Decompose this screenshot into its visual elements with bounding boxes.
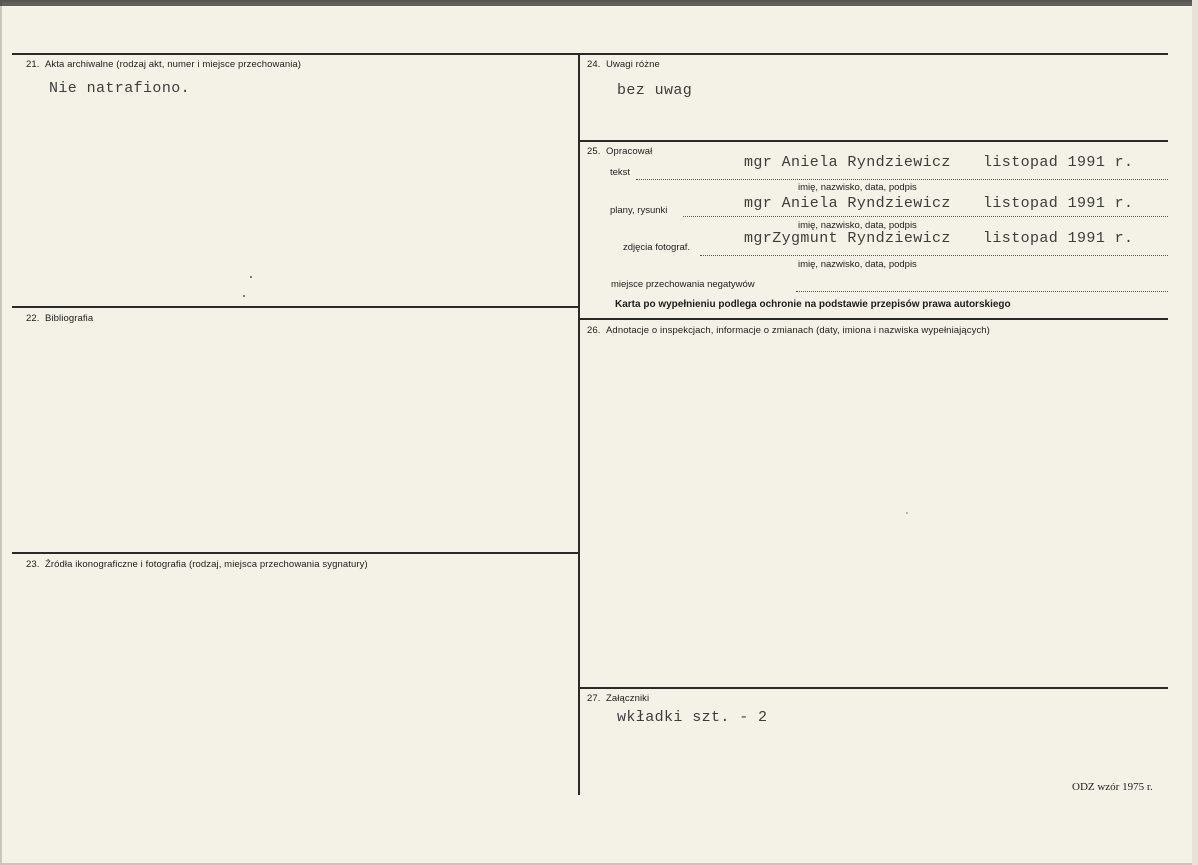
row-plans-caption: imię, nazwisko, data, podpis [798, 220, 917, 231]
divider-26-27 [580, 687, 1168, 689]
row-photo-date: listopad 1991 r. [983, 230, 1134, 247]
row-plans-date: listopad 1991 r. [983, 195, 1134, 212]
section-27-value: wkładki szt. - 2 [617, 709, 768, 726]
section-21-value: Nie natrafiono. [49, 80, 191, 97]
paper-speck [906, 512, 908, 514]
divider-21-22 [12, 306, 578, 308]
section-26-label: 26. Adnotacje o inspekcjach, informacje o zmianach (daty, imiona i nazwiska wypełniających) [587, 325, 990, 336]
row-plans-name: mgr Aniela Ryndziewicz [744, 195, 951, 212]
row-text-date: listopad 1991 r. [983, 154, 1134, 171]
row-photo-name: mgrZygmunt Ryndziewicz [744, 230, 951, 247]
section-23-label: 23. Źródła ikonograficzne i fotografia (rodzaj, miejsca przechowania sygnatury) [26, 559, 368, 570]
row-text-label: tekst [610, 167, 631, 178]
section-25-label: 25. Opracował [587, 146, 653, 157]
paper-speck [250, 276, 252, 278]
row-plans-label: plany, rysunki [610, 205, 668, 216]
divider-22-23 [12, 552, 578, 554]
row-plans-line [683, 216, 1168, 217]
top-edge [0, 0, 1198, 6]
row-photo-line [700, 255, 1168, 256]
row-text-line [636, 179, 1168, 180]
row-text-name: mgr Aniela Ryndziewicz [744, 154, 951, 171]
section-27-label: 27. Załączniki [587, 693, 650, 704]
section-24-value: bez uwag [617, 82, 693, 99]
section-24-label: 24. Uwagi różne [587, 59, 660, 70]
section-22-label: 22. Bibliografia [26, 313, 94, 324]
paper-speck [243, 295, 245, 297]
divider-25-26 [580, 318, 1168, 320]
negatives-label: miejsce przechowania negatywów [611, 279, 755, 290]
section-21-label: 21. Akta archiwalne (rodzaj akt, numer i miejsce przechowania) [26, 59, 302, 70]
negatives-line [796, 291, 1168, 292]
right-edge [1192, 0, 1198, 865]
divider-top [12, 53, 1168, 55]
row-photo-caption: imię, nazwisko, data, podpis [798, 259, 917, 270]
form-id: ODZ wzór 1975 r. [1072, 781, 1153, 793]
row-photo-label: zdjęcia fotograf. [623, 242, 691, 253]
divider-24-25 [580, 140, 1168, 142]
copyright-note: Karta po wypełnieniu podlega ochronie na podstawie przepisów prawa autorskiego [615, 299, 1011, 310]
divider-vertical [578, 53, 580, 795]
row-text-caption: imię, nazwisko, data, podpis [798, 182, 917, 193]
